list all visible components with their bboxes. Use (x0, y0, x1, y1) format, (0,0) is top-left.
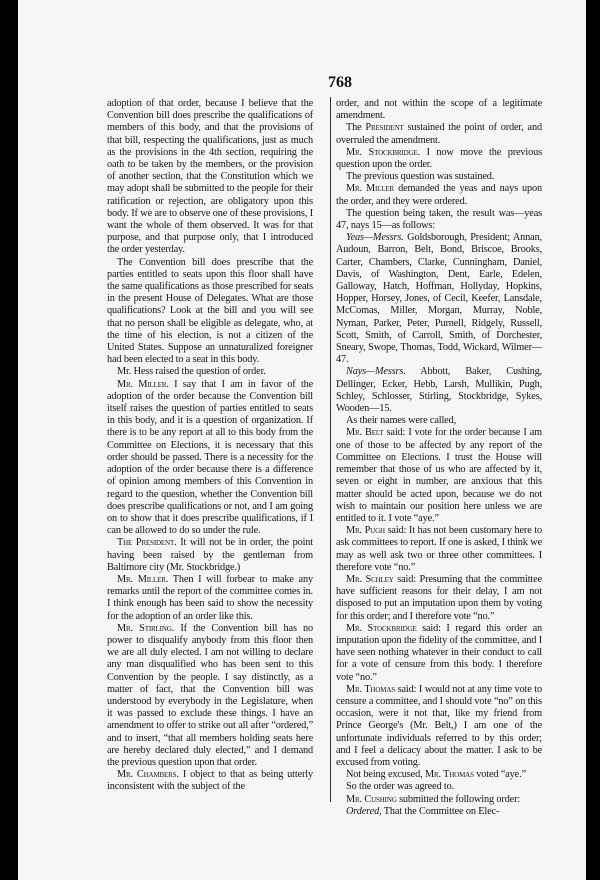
document-page (18, 0, 586, 880)
speaker-name: Mr. Miller. (117, 573, 169, 585)
paragraph-text: said: It has not been customary here to ask committees to report. If one is asked, I think we may as well ask two or three other committees. I therefore vote “no.” (336, 525, 542, 573)
paragraph-text: I now move the previous question upon the order. (336, 146, 542, 171)
paragraph-text: That the Committee on Elec- (383, 805, 500, 817)
lead-text: The (346, 122, 362, 134)
paragraph (107, 366, 313, 378)
paragraph-text: The question being taken, the result was—yeas 47, nays 15—as follows: (336, 207, 542, 232)
speaker-name: The President. (117, 537, 177, 549)
paragraph (107, 379, 313, 538)
paragraph (336, 232, 542, 366)
paragraph-text: sustained the point of order, and overruled the amendment. (336, 122, 542, 146)
speaker-name: Mr. Belt (346, 427, 384, 439)
italic-lead: Yeas—Messrs. (346, 232, 404, 244)
paragraph-text: said: Presuming that the committee have sufficient reasons for their delay, I am not disposed to put an imputation upon them by voting for this order; and I therefore vote “no.” (336, 573, 542, 622)
paragraph-text: said: I vote for the order because I am one of those to be affected by any report of the Committee on Elections. I trust the House will remember that those of us who are affected by it, seven or eight in number, are anxious that this matter should be acted upon, because we do not wish to maintain our position here unless we are entitled to it. I vote “aye.” (336, 427, 542, 524)
paragraph-text: demanded the yeas and nays upon the order, and they were ordered. (336, 183, 542, 207)
paragraph (336, 684, 542, 769)
paragraph-text: If the Convention bill has no power to disqualify anybody from this floor then we are all duly elected. I am not willing to declare any man disqualified who has been sent to this Convention by the people. I say distinctly, as a matter of fact, that the Convention bill was understood by everybody in the Legislature, when it was passed to exclude these things. I have an amendment to offer to strike out all after “ordered,” and to insert, “that all members holding seats here are hereby declared duly elected,” and I demand the previous question upon that order. (107, 622, 313, 768)
paragraph (107, 257, 313, 367)
paragraph-text: It will not be in order, the point having been raised by the gentleman from Baltimore city (Mr. Stockbridge.) (107, 537, 313, 573)
speaker-name: Mr. Thomas (346, 683, 396, 695)
page-number: 768 (328, 74, 352, 91)
paragraph (336, 122, 542, 146)
paragraph (336, 98, 542, 122)
paragraph (336, 208, 542, 232)
paragraph (336, 525, 542, 574)
paragraph (336, 794, 542, 806)
speaker-name: Mr. Thomas (424, 769, 474, 781)
speaker-name: Mr. Miller. (117, 378, 169, 390)
speaker-name: Mr. Stirling. (117, 622, 175, 634)
paragraph (107, 98, 313, 257)
paragraph (336, 769, 542, 781)
paragraph-text: said: I regard this order an imputation upon the fidelity of the committee, and I have seen nothing whatever in their conduct to call for a vote of censure from this body. I therefore vote “no.” (336, 622, 542, 683)
paragraph-text: I say that I am in favor of the adoption of the order because the Convention bill itself raises the question of parties entitled to seats in this body, and it is a question of organization. If there is to be any report at all to this body from the Committee on Elections, it is necessary that this order should be passed. There is a necessity for the adoption of the order because there is a difference of opinion among members of this Convention in regard to the question, whether the Convention bill does prescribe qualifications or not, and I am going on to show that it does prescribe qualifications, if I can be allowed to do so under the rule. (107, 378, 313, 537)
paragraph (336, 427, 542, 525)
speaker-name: Mr. Pugh (346, 525, 385, 537)
paragraph-text: Abbott, Baker, Cushing, Dellinger, Ecker, Hebb, Larsh, Mullikin, Pugh, Schley, Schlosser, Stirling, Stockbridge, Sykes, Wooden—15. (336, 366, 543, 415)
paragraph-text: submitted the following order: (399, 793, 521, 805)
italic-lead: Nays—Messrs. (346, 366, 406, 378)
paragraph (336, 171, 542, 183)
paragraph-text: adoption of that order, because I believe that the Convention bill does prescribe the qualifications of members of this body, and that the provisions of that bill, respecting the qualifications, just as much as the provisions in the 4th section, requiring the oath to be taken by the members, or the provision of another section, that the Constitution which we may adopt shall be submitted to the people for their ratification or rejection, are obligatory upon this body. If we are to observe one of these provisions, I want the whole of them observed. It was for that purpose, and that purpose only, that I introduced the order yesterday. (107, 98, 313, 256)
speaker-name: Mr. Chambers. (117, 769, 179, 781)
paragraph (336, 574, 542, 623)
paragraph (336, 806, 542, 818)
paragraph-text: Mr. Hess raised the question of order. (117, 366, 266, 378)
paragraph (107, 623, 313, 769)
paragraph (107, 574, 313, 623)
speaker-name: Mr. Stockbridge (346, 622, 417, 634)
paragraph-text: I object to that as being utterly inconsistent with the subject of the (107, 769, 313, 793)
paragraph-text: The previous question was sustained. (346, 171, 495, 183)
paragraph (336, 781, 542, 793)
paragraph-text: The Convention bill does prescribe that the parties entitled to seats upon this floor shall have the same qualifications as those prescribed for seats in the present House of Delegates. What are those qualifications? Look at the bill and you will see that no person shall be eligible as delegate, who, at the time of his election, is not a citizen of the United States. Suppose an unnaturalized foreigner had been elected to a seat in this body. (107, 256, 313, 366)
column-divider (330, 97, 331, 802)
paragraph (336, 415, 542, 427)
paragraph (336, 366, 542, 415)
paragraph (107, 769, 313, 793)
paragraph-text: said: I would not at any time vote to censure a committee, and I should vote “no” on this occasion, were it not that, like my friend from Prince George's (Mr. Belt,) I am one of the unfortunate individuals referred to by this order; and I feel a delicacy about the matter. I ask to be excused from voting. (336, 683, 542, 768)
paragraph-text: order, and not within the scope of a legitimate amendment. (336, 98, 542, 122)
paragraph-text: As their names were called, (346, 415, 457, 427)
italic-lead: Ordered, (346, 805, 382, 817)
paragraph-text: So the order was agreed to. (346, 781, 455, 793)
right-column (336, 98, 542, 818)
paragraph-text: Goldsborough, President; Annan, Audoun, Barron, Belt, Bond, Briscoe, Brooks, Carter, Chambers, Clarke, Cunningham, Daniel, Davis, of Washington, Dent, Earle, Edelen, Galloway, Hatch, Hoffman, Hollyday, Hopkins, Hopper, Horsey, Jones, of Cecil, Keefer, Lansdale, McComas, Miller, Morgan, Murray, Noble, Nyman, Parker, Peter, Purnell, Ridgely, Russell, Scott, Smith, of Carroll, Smith, of Dorchester, Sneary, Swope, Thomas, Todd, Wickard, Wilmer—47. (336, 232, 542, 366)
paragraph (336, 623, 542, 684)
lead-text: Not being excused, (346, 769, 423, 781)
left-column (107, 98, 313, 794)
speaker-name: President (365, 122, 404, 134)
paragraph (107, 537, 313, 574)
speaker-name: Mr. Stockbridge. (346, 146, 420, 158)
paragraph (336, 147, 542, 171)
speaker-name: Mr. Cushing (346, 793, 397, 805)
paragraph-text: voted “aye.” (476, 769, 526, 781)
paragraph (336, 183, 542, 207)
speaker-name: Mr. Miller (346, 183, 395, 195)
paragraph-text: Then I will forbear to make any remarks until the report of the committee comes in. I think enough has been said to show the necessity for the adoption of an order like this. (107, 573, 313, 622)
speaker-name: Mr. Schley (346, 573, 394, 585)
